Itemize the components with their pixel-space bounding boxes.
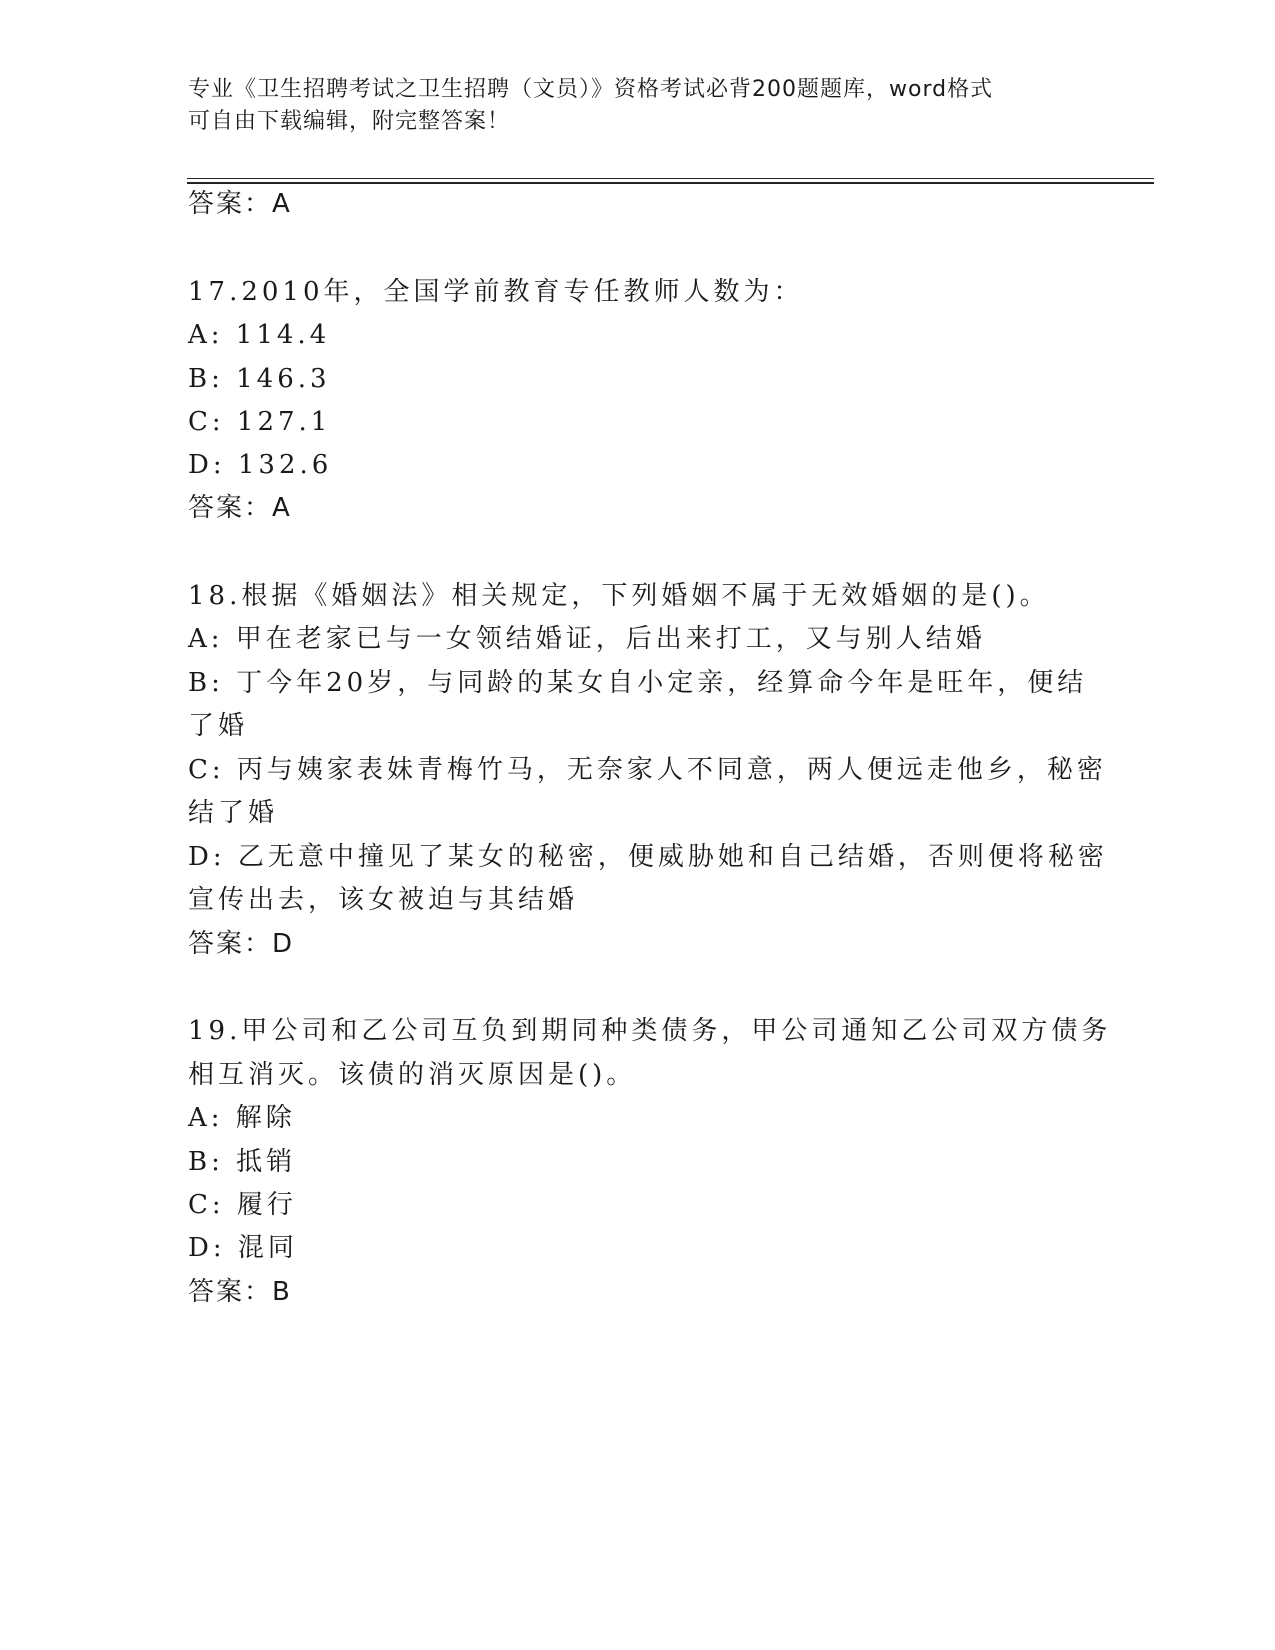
header-title-line-1: 专业《卫生招聘考试之卫生招聘（文员）》资格考试必背200题题库，word格式 <box>188 77 994 102</box>
question-18-answer: 答案：D <box>188 929 295 959</box>
header-divider-thick <box>187 182 1154 184</box>
question-17-option-a: A: 114.4 <box>188 320 331 350</box>
question-17-stem: 17.2010年，全国学前教育专任教师人数为： <box>188 277 804 307</box>
question-18-option-d-cont: 宣传出去，该女被迫与其结婚 <box>188 885 579 915</box>
question-17-option-c: C: 127.1 <box>188 407 332 437</box>
question-17-option-b: B: 146.3 <box>188 364 331 394</box>
question-18-option-c: C: 丙与姨家表妹青梅竹马，无奈家人不同意，两人便远走他乡，秘密 <box>188 755 1107 785</box>
question-19-stem: 19.甲公司和乙公司互负到期同种类债务，甲公司通知乙公司双方债务 <box>188 1016 1112 1046</box>
question-19-option-b: B: 抵销 <box>188 1147 297 1177</box>
question-18-option-b-cont: 了婚 <box>188 711 249 741</box>
question-18-option-c-cont: 结了婚 <box>188 798 279 828</box>
question-18-option-a: A: 甲在老家已与一女领结婚证，后出来打工，又与别人结婚 <box>188 624 986 654</box>
previous-answer: 答案：A <box>188 189 292 219</box>
question-19-stem-cont: 相互消灭。该债的消灭原因是()。 <box>188 1060 637 1090</box>
header-title-line-2: 可自由下载编辑，附完整答案！ <box>188 109 511 134</box>
document-header <box>188 74 1088 138</box>
header-divider-thin <box>187 178 1154 179</box>
question-19-answer: 答案：B <box>188 1277 292 1307</box>
question-17-answer: 答案：A <box>188 493 292 523</box>
question-18-stem: 18.根据《婚姻法》相关规定，下列婚姻不属于无效婚姻的是()。 <box>188 581 1050 611</box>
question-18-option-b: B: 丁今年20岁，与同龄的某女自小定亲，经算命今年是旺年，便结 <box>188 668 1088 698</box>
question-17-option-d: D: 132.6 <box>188 450 333 480</box>
question-18-option-d: D: 乙无意中撞见了某女的秘密，便威胁她和自己结婚，否则便将秘密 <box>188 842 1108 872</box>
question-19-option-a: A: 解除 <box>188 1103 296 1133</box>
question-19-option-c: C: 履行 <box>188 1190 297 1220</box>
question-19-option-d: D: 混同 <box>188 1233 298 1263</box>
